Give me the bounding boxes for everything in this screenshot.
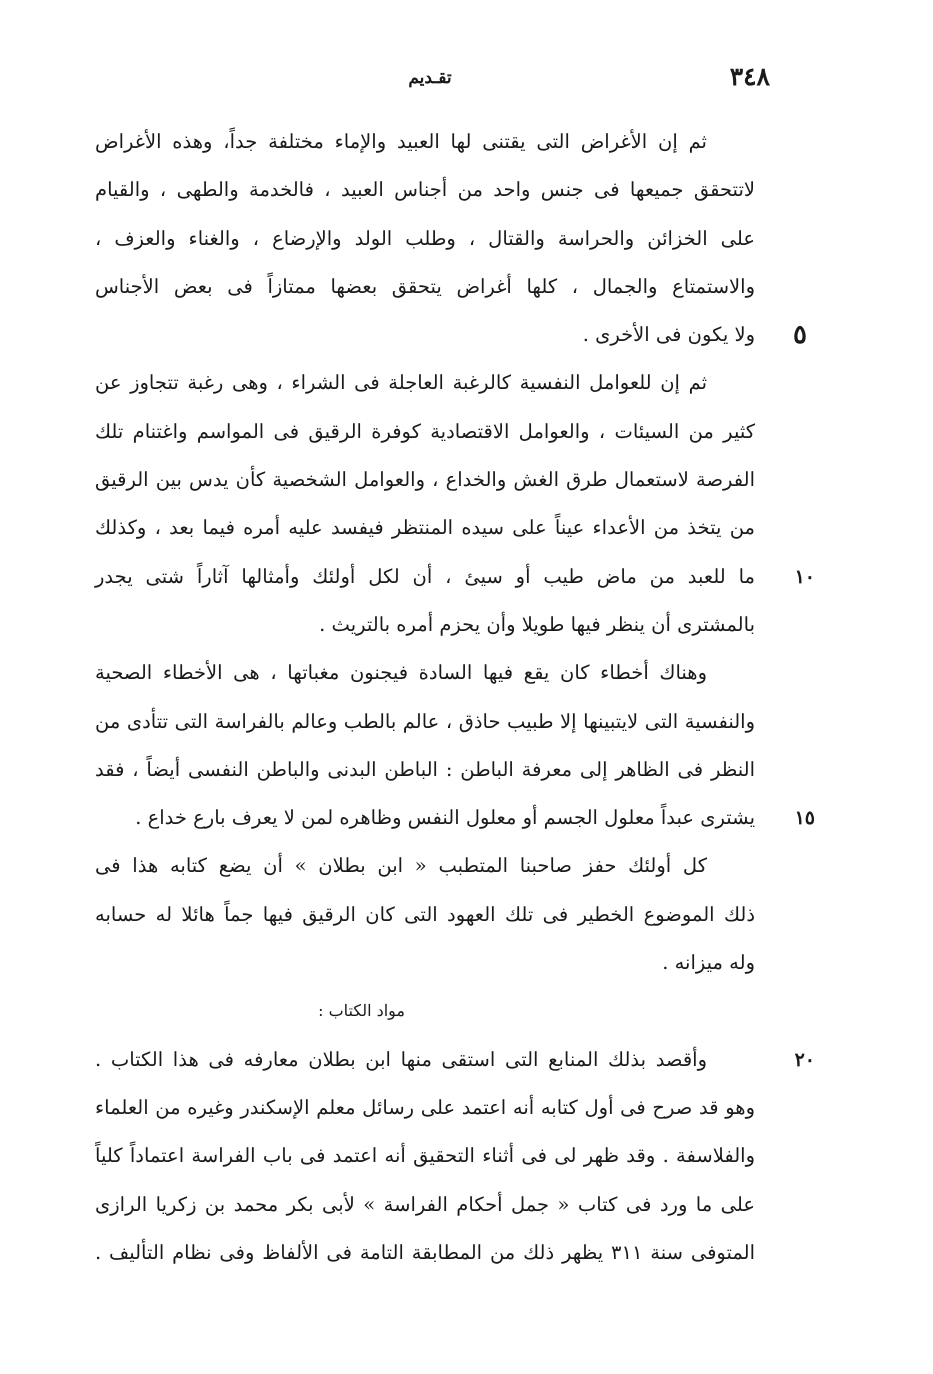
line-text: الفرصة لاستعمال طرق الغش والخداع ، والعوامل الشخصية كأن يدس بين الرقيق (95, 468, 755, 492)
text-line (95, 649, 755, 697)
line-text: وهناك أخطاء كان يقع فيها السادة فيجنون مغباتها ، هى الأخطاء الصحية (95, 661, 707, 685)
line-text: وأقصد بذلك المنابع التى استقى منها ابن بطلان معارفه فى هذا الكتاب . (95, 1047, 707, 1071)
line-text: على ما ورد فى كتاب « جمل أحكام الفراسة » لأبى بكر محمد بن زكريا الرازى (95, 1192, 755, 1216)
page-number: ٣٤٨ (729, 62, 770, 91)
text-line (95, 215, 755, 263)
line-text: ما للعبد من ماض طيب أو سيئ ، أن لكل أولئك وأمثالها آثاراً شتى يجدر (95, 564, 755, 588)
section-heading (95, 987, 755, 1035)
text-line (95, 118, 755, 166)
text-line (95, 263, 755, 311)
line-text: يشترى عبداً معلول الجسم أو معلول النفس وظاهره لمن لا يعرف بارع خداع . (135, 806, 755, 830)
text-line (95, 746, 755, 794)
line-text: وله ميزانه . (662, 951, 755, 975)
text-line (95, 698, 755, 746)
line-text: ولا يكون فى الأخرى . (582, 323, 755, 347)
text-line (95, 939, 755, 987)
line-text: وهو قد صرح فى أول كتابه أنه اعتمد على رسائل معلم الإسكندر وغيره من العلماء (95, 1095, 755, 1119)
text-line (95, 842, 755, 890)
page-body (95, 118, 815, 1277)
line-text: كثير من السيئات ، والعوامل الاقتصادية كوفرة الرقيق فى المواسم واغتنام تلك (95, 419, 755, 443)
line-text: والاستمتاع والجمال ، كلها أغراض يتحقق بعضها ممتازاً فى بعض الأجناس (95, 274, 755, 298)
text-line (95, 1132, 755, 1180)
line-text: بالمشترى أن ينظر فيها طويلا وأن يحزم أمره بالتريث . (319, 612, 755, 636)
line-text: ثم إن الأغراض التى يقتنى لها العبيد والإماء مختلفة جداً، وهذه الأغراض (95, 130, 707, 153)
line-text: لاتتحقق جميعها فى جنس واحد من أجناس العبيد ، فالخدمة والطهى ، والقيام (95, 178, 755, 202)
line-text: والنفسية التى لايتبينها إلا طبيب حاذق ، عالم بالطب وعالم بالفراسة التى تتأدى من (95, 709, 755, 733)
line-text: المتوفى سنة ٣١١ يظهر ذلك من المطابقة التامة فى الألفاظ وفى نظام التأليف . (95, 1240, 755, 1264)
text-line (95, 1181, 755, 1229)
text-line (95, 456, 755, 504)
text-line (95, 408, 755, 456)
text-line (95, 553, 815, 601)
text-line (95, 601, 755, 649)
line-text: ذلك الموضوع الخطير فى تلك العهود التى كان الرقيق فيها جماً هائلا له حسابه (95, 902, 755, 926)
text-line (95, 166, 755, 214)
line-text: النظر فى الظاهر إلى معرفة الباطن : الباطن البدنى والباطن النفسى أيضاً ، فقد (95, 757, 755, 781)
text-line (95, 891, 755, 939)
text-line (95, 1084, 755, 1132)
page-header (90, 60, 770, 100)
line-text: كل أولئك حفز صاحبنا المتطبب « ابن بطلان » أن يضع كتابه هذا فى (95, 854, 707, 878)
text-line (95, 1229, 755, 1277)
running-title: تقـديم (408, 68, 452, 88)
line-text: من يتخذ من الأعداء عيناً على سيده المنتظر فيفسد عليه أمره فيما بعد ، وكذلك (95, 516, 755, 540)
line-text: ثم إن للعوامل النفسية كالرغبة العاجلة فى الشراء ، وهى رغبة تتجاوز عن (95, 371, 707, 395)
line-text: مواد الكتاب : (318, 1001, 405, 1021)
text-line (95, 504, 755, 552)
line-number-marker: ٢٠ (794, 1048, 815, 1071)
text-line (95, 1036, 815, 1084)
line-text: والفلاسفة . وقد ظهر لى فى أثناء التحقيق أنه اعتمد فى باب الفراسة اعتماداً كلياً (95, 1144, 755, 1168)
text-line (95, 359, 755, 407)
line-number-marker: ١٠ (794, 565, 815, 588)
line-text: على الخزائن والحراسة والقتال ، وطلب الولد والإرضاع ، والغناء والعزف ، (95, 226, 755, 250)
line-number-marker: ٥ (793, 320, 807, 351)
text-line (95, 794, 815, 842)
line-number-marker: ١٥ (794, 807, 815, 830)
text-line (95, 311, 807, 359)
